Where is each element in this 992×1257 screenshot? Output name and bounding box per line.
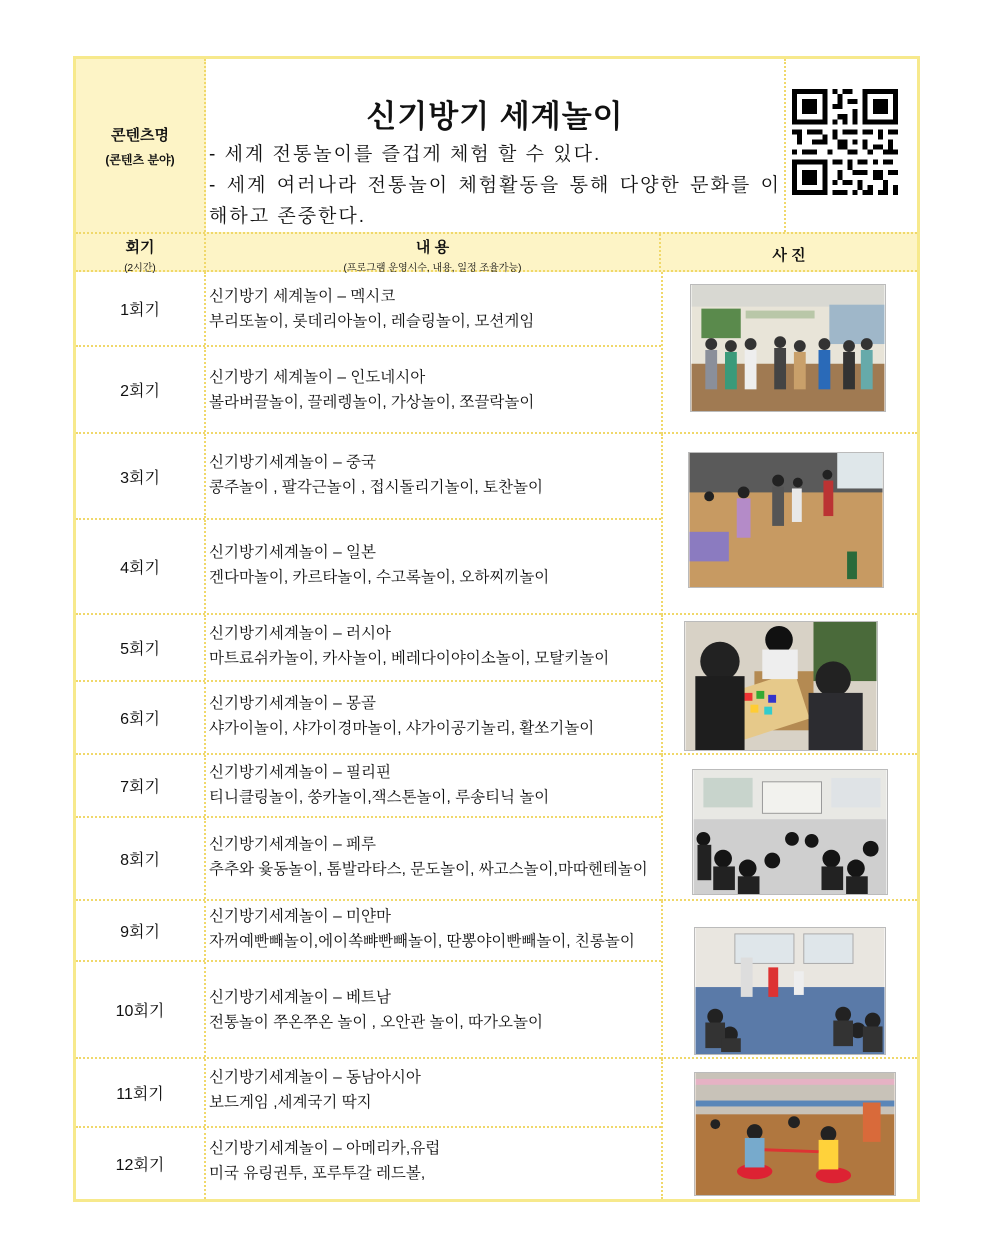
session-title: 신기방기세계놀이 – 페루 bbox=[209, 836, 376, 853]
table-row bbox=[76, 818, 661, 901]
content-column-sub: (프로그램 운영시수, 내용, 일정 조율가능) bbox=[343, 263, 522, 274]
session-number: 12회기 bbox=[76, 1128, 206, 1199]
session-number: 7회기 bbox=[76, 755, 206, 816]
table-row bbox=[76, 1128, 661, 1199]
session-games: 부리또놀이, 롯데리아놀이, 레슬링놀이, 모션게임 bbox=[209, 313, 535, 330]
session-title: 신기방기세계놀이 – 몽골 bbox=[209, 695, 376, 712]
photo-cell bbox=[661, 755, 917, 901]
photo-column-label: 사 진 bbox=[772, 247, 806, 264]
photo-column-header bbox=[661, 234, 917, 272]
content-name-label-cell bbox=[76, 59, 206, 232]
content-field-label: (콘텐츠 분야) bbox=[105, 152, 175, 167]
session-number: 3회기 bbox=[76, 434, 206, 518]
activity-photo bbox=[694, 927, 886, 1055]
table-row bbox=[76, 272, 661, 347]
session-games: 추추와 윷동놀이, 톰발라타스, 문도놀이, 싸고스놀이,마따헨테놀이 bbox=[209, 861, 648, 878]
content-column-label: 내 용 bbox=[415, 239, 450, 256]
session-title: 신기방기세계놀이 – 동남아시아 bbox=[209, 1069, 421, 1086]
photo-cell bbox=[661, 901, 917, 1059]
goal-item-2: - 세계 여러나라 전통놀이 체험활동을 통해 다양한 문화를 이해하고 존중한다. bbox=[209, 175, 781, 227]
session-content bbox=[209, 691, 659, 741]
session-games: 겐다마놀이, 카르타놀이, 수고록놀이, 오하찌끼놀이 bbox=[209, 569, 550, 586]
goal-list bbox=[209, 139, 781, 232]
table-row bbox=[76, 962, 661, 1059]
session-title: 신기방기세계놀이 – 러시아 bbox=[209, 625, 391, 642]
session-number: 8회기 bbox=[76, 818, 206, 899]
session-number: 10회기 bbox=[76, 962, 206, 1057]
session-title: 신기방기세계놀이 – 미얀마 bbox=[209, 908, 391, 925]
activity-photo bbox=[690, 284, 886, 412]
qr-cell bbox=[784, 59, 917, 232]
title-cell bbox=[206, 59, 784, 232]
session-title: 신기방기세계놀이 – 일본 bbox=[209, 544, 376, 561]
session-number: 9회기 bbox=[76, 901, 206, 960]
activity-photo bbox=[684, 621, 878, 751]
session-games: 콩주놀이 , 팔각근놀이 , 접시돌리기놀이, 토찬놀이 bbox=[209, 479, 543, 496]
table-header-row bbox=[76, 232, 917, 272]
session-games: 미국 유링권투, 포루투갈 레드볼, bbox=[209, 1165, 426, 1182]
table-row bbox=[76, 434, 661, 520]
activity-photo bbox=[692, 769, 888, 895]
table-row bbox=[76, 1059, 661, 1128]
session-games: 샤가이놀이, 샤가이경마놀이, 샤가이공기놀리, 활쏘기놀이 bbox=[209, 720, 595, 737]
session-title: 신기방기세계놀이 – 필리핀 bbox=[209, 764, 391, 781]
session-number: 6회기 bbox=[76, 682, 206, 753]
session-column-label: 회기 bbox=[125, 239, 155, 256]
session-games: 보드게임 ,세계국기 딱지 bbox=[209, 1094, 372, 1111]
goal-item-1: - 세계 전통놀이를 즐겁게 체험 할 수 있다. bbox=[209, 144, 602, 165]
session-number: 11회기 bbox=[76, 1059, 206, 1126]
session-games: 볼라버끌놀이, 끌레렝놀이, 가상놀이, 쪼끌락놀이 bbox=[209, 394, 535, 411]
session-title: 신기방기 세계놀이 – 인도네시아 bbox=[209, 369, 426, 386]
session-number: 2회기 bbox=[76, 347, 206, 432]
session-content bbox=[209, 540, 659, 590]
table-row bbox=[76, 755, 661, 818]
table-row bbox=[76, 615, 661, 682]
session-title: 신기방기세계놀이 – 아메리카,유럽 bbox=[209, 1140, 441, 1157]
session-content bbox=[209, 450, 659, 500]
table-row bbox=[76, 901, 661, 962]
activity-photo bbox=[694, 1072, 896, 1196]
session-title: 신기방기세계놀이 – 베트남 bbox=[209, 989, 391, 1006]
session-games: 전통놀이 쭈온쭈온 놀이 , 오안관 놀이, 따가오놀이 bbox=[209, 1014, 543, 1031]
session-content bbox=[209, 1065, 659, 1115]
session-content bbox=[209, 985, 659, 1035]
session-content bbox=[209, 1136, 659, 1186]
session-title: 신기방기 세계놀이 – 멕시코 bbox=[209, 288, 396, 305]
photo-cell bbox=[661, 434, 917, 615]
session-title: 신기방기세계놀이 – 중국 bbox=[209, 454, 376, 471]
session-column-header bbox=[76, 234, 206, 272]
session-content bbox=[209, 904, 659, 954]
session-games: 자꺼예빤빼놀이,에이쏙뺘빤빼놀이, 딴뽕야이빤빼놀이, 친롱놀이 bbox=[209, 933, 635, 950]
session-content bbox=[209, 760, 659, 810]
photo-cell bbox=[661, 272, 917, 434]
session-content bbox=[209, 621, 659, 671]
table-row bbox=[76, 347, 661, 434]
content-column-header bbox=[206, 234, 661, 272]
session-content bbox=[209, 832, 659, 882]
session-number: 1회기 bbox=[76, 272, 206, 345]
program-sheet bbox=[73, 56, 920, 1202]
session-games: 마트료쉬카놀이, 카사놀이, 베레다이야이소놀이, 모탈키놀이 bbox=[209, 650, 610, 667]
photo-cell bbox=[661, 1059, 917, 1199]
page-title: 신기방기 세계놀이 bbox=[366, 99, 624, 134]
content-name-label: 콘텐츠명 bbox=[111, 126, 169, 144]
table-row bbox=[76, 682, 661, 755]
session-content bbox=[209, 365, 659, 415]
activity-photo bbox=[688, 452, 884, 588]
photo-cell bbox=[661, 615, 917, 755]
session-number: 4회기 bbox=[76, 520, 206, 613]
session-games: 티니클링놀이, 쑹카놀이,잭스톤놀이, 루송티닉 놀이 bbox=[209, 789, 550, 806]
session-column-sub: (2시간) bbox=[124, 263, 156, 274]
session-number: 5회기 bbox=[76, 615, 206, 680]
table-row bbox=[76, 520, 661, 615]
session-content bbox=[209, 284, 659, 334]
qr-code-icon bbox=[792, 89, 898, 195]
